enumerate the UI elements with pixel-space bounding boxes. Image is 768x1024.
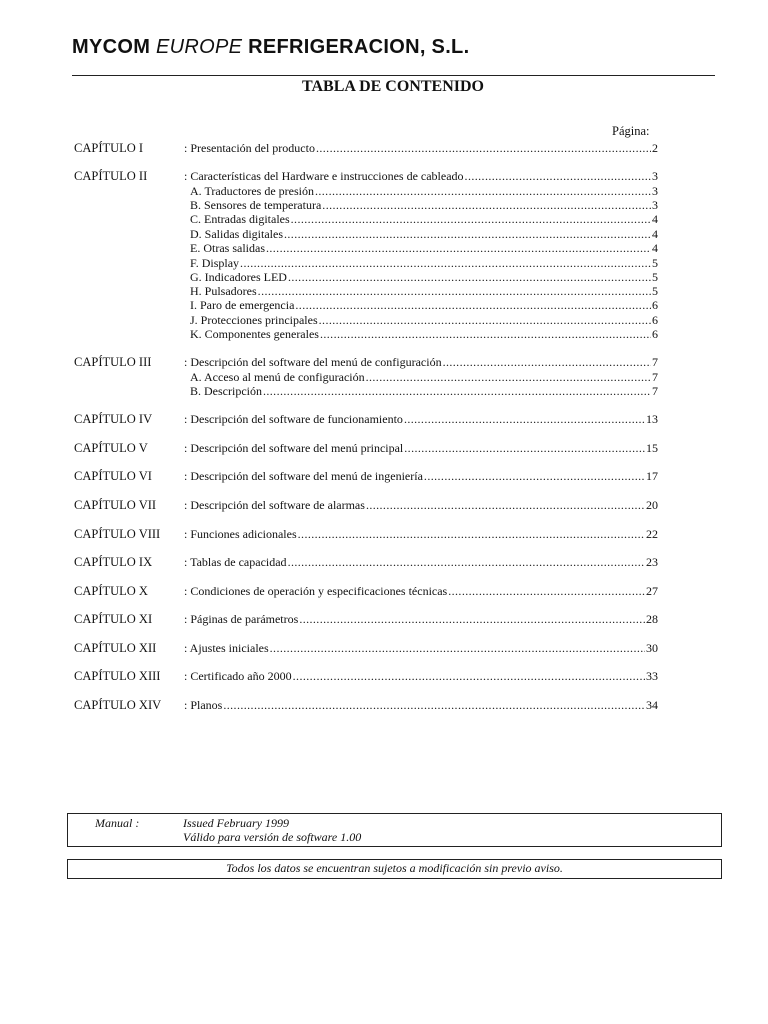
manual-details	[183, 816, 361, 844]
toc-leader-dots	[404, 441, 645, 455]
toc-leader-dots	[295, 298, 651, 312]
toc-chapter-label: CAPÍTULO XI	[74, 612, 153, 626]
page-column-label: Página:	[612, 124, 650, 138]
toc-page-number: 33	[646, 669, 658, 683]
toc-page-number: 4	[652, 241, 658, 255]
toc-chapter-label: CAPÍTULO III	[74, 355, 152, 369]
toc-entry[interactable]	[184, 498, 658, 512]
toc-subentry[interactable]	[190, 384, 658, 398]
notice-box	[67, 859, 722, 879]
notice-text: Todos los datos se encuentran sujetos a modificación sin previo aviso.	[226, 861, 563, 875]
toc-entry-title: : Ajustes iniciales	[184, 641, 269, 655]
toc-page-number: 28	[646, 612, 658, 626]
toc-chapter-label: CAPÍTULO XII	[74, 641, 157, 655]
toc-leader-dots	[288, 555, 645, 569]
toc-chapter-label: CAPÍTULO II	[74, 169, 148, 183]
toc-chapter-label: CAPÍTULO IV	[74, 412, 153, 426]
toc-subentry[interactable]	[190, 184, 658, 198]
manual-issued-line: Issued February 1999	[183, 816, 289, 830]
toc-entry[interactable]	[184, 141, 658, 155]
toc-subentry[interactable]	[190, 313, 658, 327]
toc-subentry[interactable]	[190, 370, 658, 384]
toc-subentry[interactable]	[190, 212, 658, 226]
toc-entry-title: G. Indicadores LED	[190, 270, 287, 284]
toc-page-number: 3	[652, 169, 658, 183]
page-title: TABLA DE CONTENIDO	[302, 78, 484, 95]
toc-page-number: 3	[652, 198, 658, 212]
toc-leader-dots	[322, 198, 651, 212]
toc-leader-dots	[366, 498, 645, 512]
toc-leader-dots	[258, 284, 651, 298]
toc-entry[interactable]	[184, 412, 658, 426]
toc-entry-title: A. Acceso al menú de configuración	[190, 370, 365, 384]
toc-entry-title: B. Sensores de temperatura	[190, 198, 322, 212]
toc-subentry[interactable]	[190, 270, 658, 284]
toc-entry[interactable]	[184, 698, 658, 712]
toc-entry-title: : Planos	[184, 698, 223, 712]
toc-leader-dots	[319, 313, 651, 327]
toc-page-number: 30	[646, 641, 658, 655]
toc-chapter-label: CAPÍTULO I	[74, 141, 144, 155]
toc-subentry[interactable]	[190, 327, 658, 341]
toc-subentry[interactable]	[190, 298, 658, 312]
toc-entry-title: D. Salidas digitales	[190, 227, 283, 241]
toc-entry[interactable]	[184, 355, 658, 369]
toc-leader-dots	[366, 370, 651, 384]
toc-entry-title: : Condiciones de operación y especificaciones técnicas	[184, 584, 448, 598]
toc-entry-title: F. Display	[190, 256, 240, 270]
toc-chapter-label: CAPÍTULO XIII	[74, 669, 161, 683]
toc-entry-title: : Páginas de parámetros	[184, 612, 299, 626]
toc-leader-dots	[424, 469, 645, 483]
toc-entry-title: E. Otras salidas	[190, 241, 265, 255]
toc-entry-title: : Tablas de capacidad	[184, 555, 287, 569]
toc-entry-title: C. Entradas digitales	[190, 212, 290, 226]
toc-entry-title: : Descripción del software del menú de configuración	[184, 355, 442, 369]
toc-leader-dots	[465, 169, 651, 183]
toc-page-number: 6	[652, 327, 658, 341]
toc-subentry[interactable]	[190, 241, 658, 255]
toc-leader-dots	[240, 256, 651, 270]
toc-entry[interactable]	[184, 469, 658, 483]
toc-page-number: 2	[652, 141, 658, 155]
toc-page-number: 23	[646, 555, 658, 569]
toc-page-number: 4	[652, 227, 658, 241]
toc-page-number: 5	[652, 284, 658, 298]
toc-leader-dots	[288, 270, 651, 284]
toc-entry[interactable]	[184, 169, 658, 183]
toc-chapter-label: CAPÍTULO XIV	[74, 698, 162, 712]
toc-page-number: 7	[652, 370, 658, 384]
toc-chapter-label: CAPÍTULO VI	[74, 469, 152, 483]
company-name-part3: REFRIGERACION, S.L.	[242, 36, 470, 58]
toc-subentry[interactable]	[190, 198, 658, 212]
toc-page-number: 20	[646, 498, 658, 512]
toc-entry-title: : Descripción del software de funcionamiento	[184, 412, 403, 426]
manual-info-box	[67, 813, 722, 847]
toc-page-number: 5	[652, 256, 658, 270]
company-name-part1: MYCOM	[72, 36, 157, 58]
toc-page-number: 7	[652, 384, 658, 398]
toc-page-number: 3	[652, 184, 658, 198]
toc-entry-title: B. Descripción	[190, 384, 262, 398]
toc-leader-dots	[266, 241, 651, 255]
toc-leader-dots	[293, 669, 645, 683]
toc-leader-dots	[299, 612, 645, 626]
toc-leader-dots	[320, 327, 651, 341]
toc-page-number: 7	[652, 355, 658, 369]
toc-leader-dots	[284, 227, 651, 241]
toc-entry[interactable]	[184, 555, 658, 569]
toc-page-number: 5	[652, 270, 658, 284]
toc-page-number: 6	[652, 313, 658, 327]
toc-entry-title: : Certificado año 2000	[184, 669, 292, 683]
toc-entry-title: I. Paro de emergencia	[190, 298, 295, 312]
toc-entry-title: J. Protecciones principales	[190, 313, 318, 327]
toc-subentry[interactable]	[190, 227, 658, 241]
toc-leader-dots	[448, 584, 645, 598]
toc-leader-dots	[291, 212, 651, 226]
toc-entry-title: : Presentación del producto	[184, 141, 315, 155]
manual-label: Manual :	[95, 816, 140, 830]
toc-entry-title: A. Traductores de presión	[190, 184, 314, 198]
toc-entry[interactable]	[184, 441, 658, 455]
toc-page-number: 27	[646, 584, 658, 598]
toc-leader-dots	[316, 141, 651, 155]
toc-leader-dots	[270, 641, 645, 655]
toc-entry-title: : Funciones adicionales	[184, 527, 297, 541]
toc-entry-title: : Descripción del software del menú principal	[184, 441, 404, 455]
toc-entry[interactable]	[184, 641, 658, 655]
toc-page-number: 22	[646, 527, 658, 541]
toc-leader-dots	[298, 527, 645, 541]
toc-entry-title: : Descripción del software de alarmas	[184, 498, 365, 512]
toc-page-number: 4	[652, 212, 658, 226]
toc-chapter-label: CAPÍTULO V	[74, 441, 148, 455]
toc-leader-dots	[404, 412, 645, 426]
toc-page-number: 6	[652, 298, 658, 312]
toc-page-number: 15	[646, 441, 658, 455]
toc-entry-title: H. Pulsadores	[190, 284, 257, 298]
toc-leader-dots	[315, 184, 651, 198]
toc-chapter-label: CAPÍTULO IX	[74, 555, 153, 569]
toc-entry-title: : Características del Hardware e instrucciones de cableado	[184, 169, 464, 183]
toc-chapter-label: CAPÍTULO VII	[74, 498, 157, 512]
toc-entry[interactable]	[184, 612, 658, 626]
toc-subentry[interactable]	[190, 256, 658, 270]
toc-entry[interactable]	[184, 584, 658, 598]
toc-page-number: 17	[646, 469, 658, 483]
toc-subentry[interactable]	[190, 284, 658, 298]
toc-leader-dots	[223, 698, 645, 712]
toc-chapter-label: CAPÍTULO VIII	[74, 527, 161, 541]
toc-entry[interactable]	[184, 527, 658, 541]
toc-entry-title: K. Componentes generales	[190, 327, 319, 341]
toc-leader-dots	[263, 384, 651, 398]
toc-page-number: 13	[646, 412, 658, 426]
toc-leader-dots	[443, 355, 651, 369]
toc-page-number: 34	[646, 698, 658, 712]
manual-version-line: Válido para versión de software 1.00	[183, 830, 362, 844]
toc-entry-title: : Descripción del software del menú de ingeniería	[184, 469, 423, 483]
company-name-part2: EUROPE	[156, 36, 243, 58]
toc-chapter-label: CAPÍTULO X	[74, 584, 148, 598]
toc-entry[interactable]	[184, 669, 658, 683]
